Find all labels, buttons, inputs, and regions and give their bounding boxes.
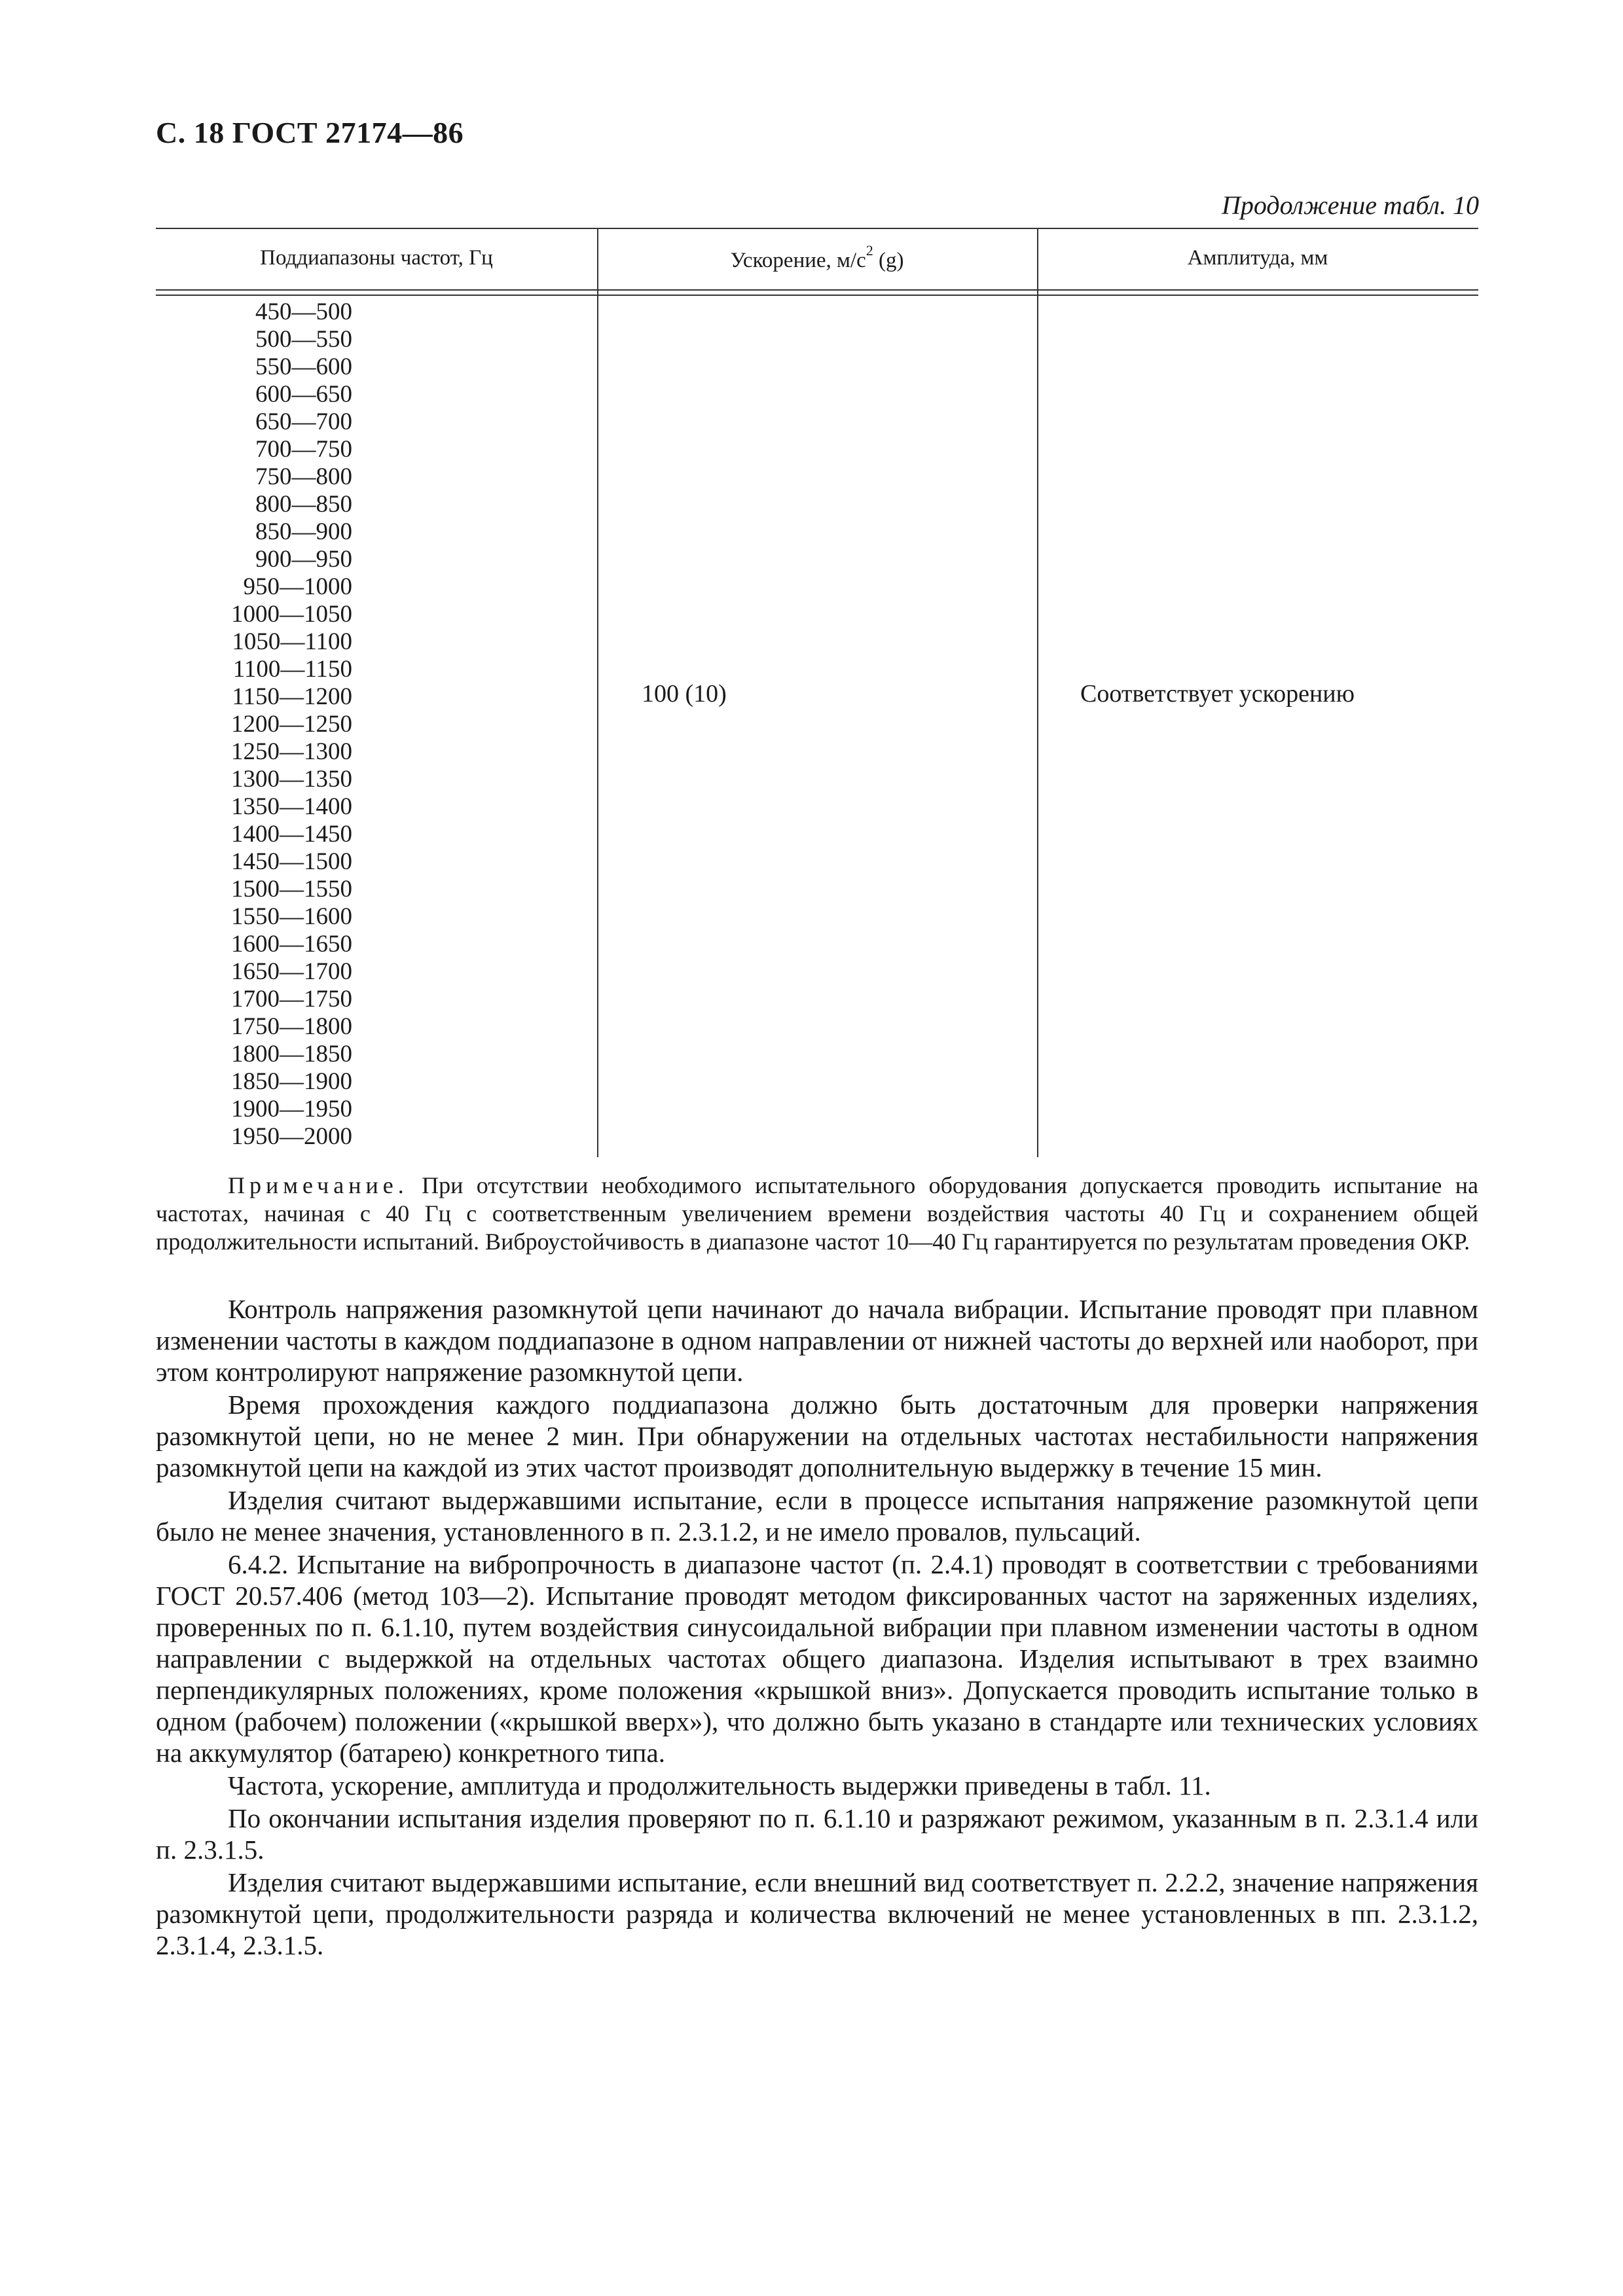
- table-note: [156, 1172, 1478, 1256]
- freq-range-item: 1900—1950: [231, 1096, 352, 1122]
- freq-range-item: 600—650: [255, 381, 352, 408]
- freq-range-item: 1250—1300: [231, 738, 352, 765]
- freq-range-item: 650—700: [255, 408, 352, 435]
- freq-range-item: 800—850: [255, 491, 352, 518]
- header-frequency: Поддиапазоны частот, Гц: [260, 246, 493, 270]
- freq-range-item: 1600—1650: [231, 931, 352, 958]
- freq-range-item: 900—950: [255, 546, 352, 573]
- freq-range-item: 1050—1100: [232, 628, 352, 655]
- table-continuation-label: Продолжение табл. 10: [1221, 190, 1479, 220]
- freq-range-item: 1350—1400: [231, 793, 352, 820]
- freq-range-item: 1100—1150: [232, 656, 352, 683]
- frequency-table: [156, 228, 1478, 1157]
- freq-range-item: 450—500: [255, 298, 352, 325]
- header-rule-2: [156, 295, 1478, 296]
- amplitude-value: Соответствует ускорению: [1080, 680, 1355, 708]
- freq-range-item: 1150—1200: [232, 683, 352, 710]
- freq-range-item: 1550—1600: [231, 903, 352, 930]
- note-label: Примечание.: [228, 1172, 409, 1198]
- column-divider-2: [1037, 228, 1038, 1157]
- paragraph: Время прохождения каждого поддиапазона должно быть достаточным для проверки напряжения разомкнутой цепи, но не менее 2 мин. При обнаружении на отдельных частотах нестабильности напряжения разомкнутой цепи на каждой из этих частот производят дополнительную выдержку в течение 15 мин.: [156, 1390, 1478, 1482]
- column-divider-1: [597, 228, 598, 1157]
- header-rule-1: [156, 289, 1478, 291]
- freq-range-item: 1750—1800: [231, 1013, 352, 1040]
- freq-range-item: 750—800: [255, 463, 352, 490]
- body-text: [156, 1293, 1478, 1962]
- paragraph: 6.4.2. Испытание на вибропрочность в диапазоне частот (п. 2.4.1) проводят в соответствии с требованиями ГОСТ 20.57.406 (метод 103—2). Испытание проводят методом фиксированных частот на заряженных изделиях, проверенных по п. 6.1.10, путем воздействия синусоидальной вибрации при плавном изменении частоты в одном направлении с выдержкой на отдельных частотах общего диапазона. Изделия испытывают в трех взаимно перпендикулярных положениях, кроме положения «крышкой вниз». Допускается проводить испытание только в одном (рабочем) положении («крышкой вверх»), что должно быть указано в стандарте или технических условиях на аккумулятор (батарею) конкретного типа.: [156, 1549, 1478, 1768]
- header-amplitude: Амплитуда, мм: [1187, 246, 1328, 270]
- freq-range-item: 1000—1050: [231, 601, 352, 628]
- freq-range-item: 1950—2000: [231, 1123, 352, 1150]
- freq-range-item: 700—750: [255, 436, 352, 463]
- header-accel-unit: (g): [873, 249, 904, 272]
- freq-range-item: 1650—1700: [231, 958, 352, 985]
- freq-range-item: 850—900: [255, 518, 352, 545]
- freq-range-item: 1200—1250: [231, 711, 352, 738]
- header-acceleration: [597, 242, 1037, 273]
- frequency-range-list: [175, 298, 352, 1151]
- paragraph: Изделия считают выдержавшими испытание, если внешний вид соответствует п. 2.2.2, значение напряжения разомкнутой цепи, продолжительности разряда и количества включений не менее установленных в пп. 2.3.1.2, 2.3.1.4, 2.3.1.5.: [156, 1867, 1478, 1960]
- freq-range-item: 1450—1500: [231, 848, 352, 875]
- freq-range-item: 1500—1550: [231, 876, 352, 903]
- freq-range-item: 550—600: [255, 353, 352, 380]
- freq-range-item: 1700—1750: [231, 986, 352, 1013]
- freq-range-item: 950—1000: [243, 573, 352, 600]
- note-text: При отсутствии необходимого испытательного оборудования допускается проводить испытание на частотах, начиная с 40 Гц с соответственным увеличением времени воздействия частоты 40 Гц и сохранением общей продолжительности испытаний. Виброустойчивость в диапазоне частот 10—40 Гц гарантируется по результатам проведения ОКР.: [156, 1172, 1478, 1255]
- freq-range-item: 500—550: [255, 326, 352, 353]
- freq-range-item: 1300—1350: [231, 766, 352, 793]
- acceleration-value: 100 (10): [642, 680, 727, 708]
- paragraph: По окончании испытания изделия проверяют по п. 6.1.10 и разряжают режимом, указанным в п. 2.3.1.4 или п. 2.3.1.5.: [156, 1803, 1478, 1865]
- paragraph: Контроль напряжения разомкнутой цепи начинают до начала вибрации. Испытание проводят при плавном изменении частоты в каждом поддиапазоне в одном направлении от нижней частоты до верхней или наоборот, при этом контролируют напряжение разомкнутой цепи.: [156, 1294, 1478, 1387]
- freq-range-item: 1850—1900: [231, 1068, 352, 1095]
- table-top-rule: [156, 228, 1478, 229]
- paragraph: Изделия считают выдержавшими испытание, если в процессе испытания напряжение разомкнутой цепи было не менее значения, установленного в п. 2.3.1.2, и не имело провалов, пульсаций.: [156, 1485, 1478, 1547]
- freq-range-item: 1400—1450: [231, 821, 352, 848]
- header-accel-text: Ускорение, м/с: [730, 249, 866, 272]
- freq-range-item: 1800—1850: [231, 1041, 352, 1067]
- paragraph: Частота, ускорение, амплитуда и продолжительность выдержки приведены в табл. 11.: [228, 1770, 1211, 1801]
- page-header: С. 18 ГОСТ 27174—86: [156, 116, 464, 149]
- header-accel-sup: 2: [866, 242, 873, 259]
